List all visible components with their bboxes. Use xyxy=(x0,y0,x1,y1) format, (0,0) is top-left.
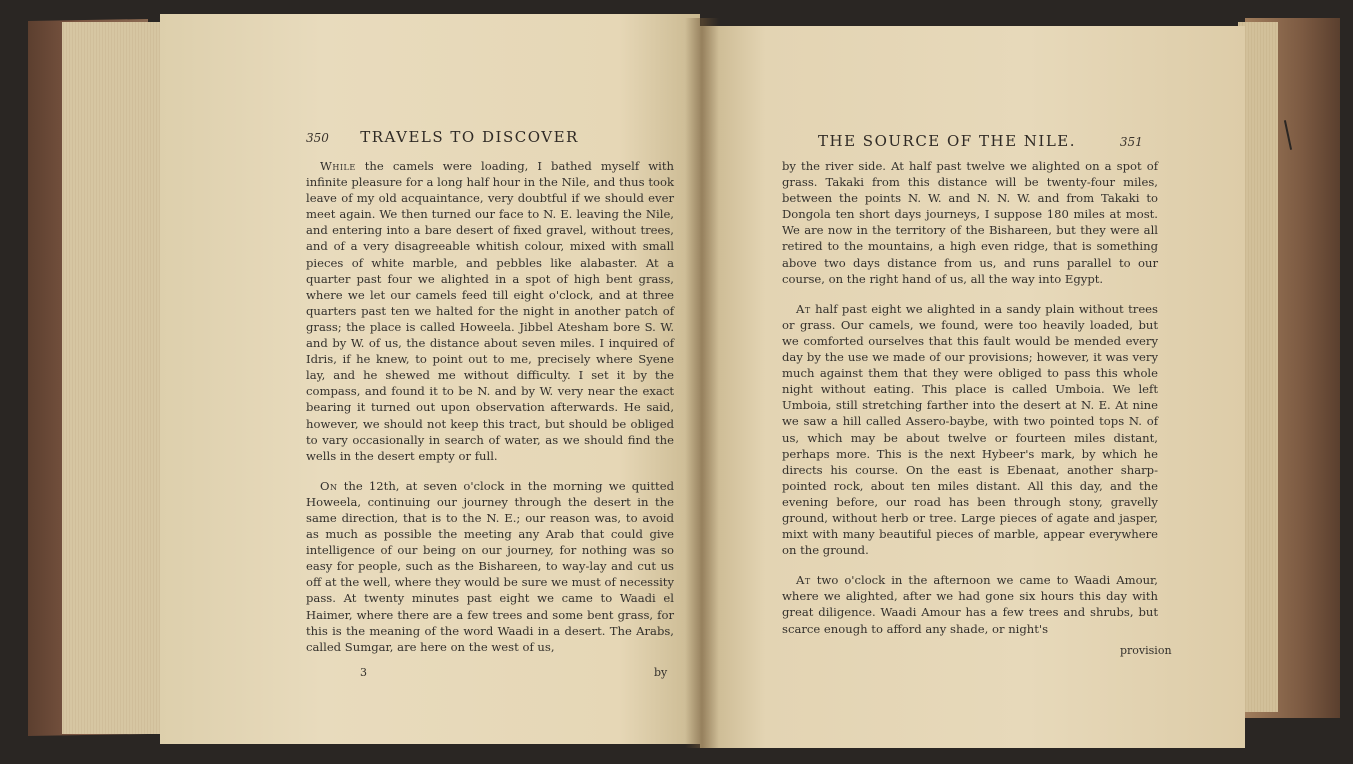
paragraph-lead: At xyxy=(796,301,811,316)
paragraph-lead: While xyxy=(320,159,356,173)
right-catchword: provision xyxy=(1120,644,1172,657)
paragraph-text: the 12th, at seven o'clock in the morning we quitted Howeela, continuing our journey through the desert in the same direction, that is to the N. E.; our reason was, to avoid as much as possible the meeting any Arab that could give intelligence of our being on our journey, for nothing was so easy for people, such as the Bishareen, to way-lay and cut us off at the well, where they would be sure we must of necessity pass. At twenty minutes past eight we came to Waadi el Haimer, where there are a few trees and some bent grass, for this is the meaning of the word Waadi in a desert. The Arabs, called Sumgar, are here on the west of us, xyxy=(306,478,674,654)
left-page-edges xyxy=(62,22,162,734)
paragraph xyxy=(782,158,1158,287)
signature-mark: 3 xyxy=(360,666,367,679)
left-page-number: 350 xyxy=(306,131,329,145)
right-page-body xyxy=(782,158,1158,651)
paragraph xyxy=(782,301,1158,559)
paragraph xyxy=(306,478,674,655)
right-page xyxy=(700,26,1245,748)
paragraph-lead: On xyxy=(320,478,338,493)
left-running-head xyxy=(306,128,579,146)
left-page xyxy=(160,14,700,744)
left-catchword: by xyxy=(654,666,668,679)
right-running-title: THE SOURCE OF THE NILE. xyxy=(818,132,1077,150)
left-running-title: TRAVELS TO DISCOVER xyxy=(360,128,579,146)
left-page-body xyxy=(306,158,674,669)
paragraph-text: by the river side. At half past twelve we alighted on a spot of grass. Takaki from this distance will be twenty-four miles, between the points N. W. and N. N. W. and from Takaki to Dongola ten short days journeys, I suppose 180 miles at most. We are now in the territory of the Bishareen, but they were all retired to the mountains, a high even ridge, that is something above two days distance from us, and runs parallel to our course, on the right hand of us, all the way into Egypt. xyxy=(782,159,1158,286)
book-gutter xyxy=(685,18,719,748)
paragraph-text: two o'clock in the afternoon we came to Waadi Amour, where we alighted, after we had gone six hours this day with great diligence. Waadi Amour has a few trees and shrubs, but scarce enough to afford any shade, or night's xyxy=(782,573,1158,636)
paragraph xyxy=(306,158,674,464)
paragraph xyxy=(782,572,1158,636)
paragraph-lead: At xyxy=(796,573,811,588)
paragraph-text: half past eight we alighted in a sandy plain without trees or grass. Our camels, we found, were too heavily loaded, but we comforted ourselves that this fault would be mended every day by the use we made of our provisions; however, it was very much against them that they were obliged to pass this whole night without eating. This place is called Umboia. We left Umboia, still stretching farther into the desert at N. E. At nine we saw a hill called Assero-baybe, with two pointed tops N. of us, which may be about twelve or fourteen miles distant, perhaps more. This is the next Hybeer's mark, by which he directs his course. On the east is Ebenaat, another sharp-pointed rock, about ten miles distant. All this day, and the evening before, our road has been through stony, gravelly ground, without herb or tree. Large pieces of agate and jasper, mixt with many beautiful pieces of marble, appear everywhere on the ground. xyxy=(782,301,1158,558)
right-page-number: 351 xyxy=(1119,135,1143,149)
right-running-head xyxy=(818,132,1143,150)
paragraph-text: the camels were loading, I bathed myself with infinite pleasure for a long half hour in the Nile, and thus took leave of my old acquaintance, very doubtful if we should ever meet again. We then turned our face to N. E. leaving the Nile, and entering into a bare desert of fixed gravel, without trees, and of a very disagreeable whitish colour, mixed with small pieces of white marble, and pebbles like alabaster. At a quarter past four we alighted in a spot of high bent grass, where we let our camels feed till eight o'clock, and at three quarters past ten we halted for the night in another patch of grass; the place is called Howeela. Jibbel Atesham bore S. W. and by W. of us, the distance about seven miles. I inquired of Idris, if he knew, to point out to me, precisely where Syene lay, and he shewed me without difficulty. I set it by the compass, and found it to be N. and by W. very near the exact bearing it turned out upon observation afterwards. He said, however, we should not keep this tract, but should be obliged to vary occasionally in search of water, as we should find the wells in the desert empty or full. xyxy=(306,159,674,463)
